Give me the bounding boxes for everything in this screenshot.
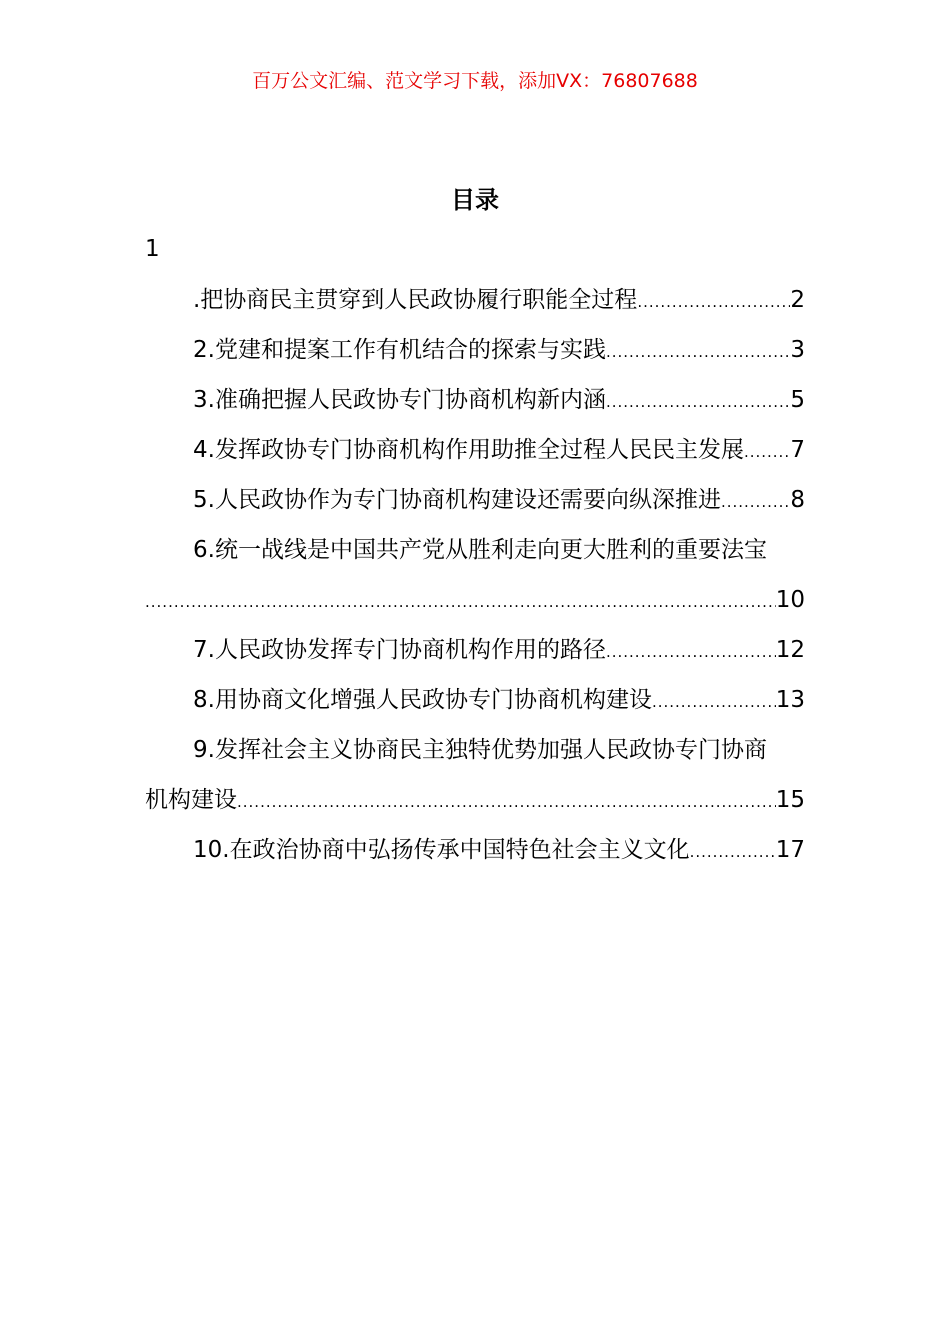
toc-entry[interactable] — [145, 280, 805, 330]
toc-dot-leader — [690, 832, 776, 872]
toc-entry-title: 10.在政治协商中弘扬传承中国特色社会主义文化 — [193, 837, 690, 863]
toc-entry-title: 6.统一战线是中国共产党从胜利走向更大胜利的重要法宝 — [193, 537, 767, 563]
toc-dot-leader — [606, 332, 790, 372]
toc-entry[interactable] — [145, 680, 805, 730]
toc-entry-page: 17 — [775, 837, 805, 863]
toc-entry-line1[interactable] — [145, 730, 805, 780]
toc-dot-leader — [606, 632, 776, 672]
toc-entry-title: 2.党建和提案工作有机结合的探索与实践 — [193, 337, 606, 363]
table-of-contents — [145, 280, 805, 880]
toc-entry[interactable] — [145, 830, 805, 880]
toc-dot-leader — [744, 432, 790, 472]
toc-entry-line2[interactable] — [145, 780, 805, 830]
toc-entry-page: 8 — [790, 487, 805, 513]
toc-entry-title: 9.发挥社会主义协商民主独特优势加强人民政协专门协商 — [193, 737, 767, 763]
toc-entry-page: 7 — [790, 437, 805, 463]
toc-entry-title: 3.准确把握人民政协专门协商机构新内涵 — [193, 387, 606, 413]
toc-entry-title: .把协商民主贯穿到人民政协履行职能全过程 — [193, 287, 638, 313]
toc-entry-page: 2 — [790, 287, 805, 313]
toc-entry[interactable] — [145, 380, 805, 430]
toc-entry-page: 15 — [775, 787, 805, 813]
toc-entry-title: 5.人民政协作为专门协商机构建设还需要向纵深推进 — [193, 487, 721, 513]
toc-entry-line1[interactable] — [145, 530, 805, 580]
toc-entry-page: 13 — [775, 687, 805, 713]
toc-entry[interactable] — [145, 430, 805, 480]
toc-title: 目录 — [451, 186, 499, 214]
toc-entry-page: 12 — [775, 637, 805, 663]
toc-entry-page: 5 — [790, 387, 805, 413]
toc-dot-leader — [145, 582, 776, 622]
toc-entry-title: 7.人民政协发挥专门协商机构作用的路径 — [193, 637, 606, 663]
toc-entry[interactable] — [145, 480, 805, 530]
header-note: 百万公文汇编、范文学习下载，添加VX：76807688 — [252, 70, 698, 92]
toc-entry-title: 4.发挥政协专门协商机构作用助推全过程人民民主发展 — [193, 437, 744, 463]
toc-dot-leader — [637, 282, 790, 322]
toc-dot-leader — [652, 682, 776, 722]
toc-dot-leader — [721, 482, 790, 522]
toc-entry-title: 8.用协商文化增强人民政协专门协商机构建设 — [193, 687, 652, 713]
toc-entry-page: 3 — [790, 337, 805, 363]
toc-entry[interactable] — [145, 330, 805, 380]
toc-dot-leader — [606, 382, 790, 422]
toc-dot-leader — [237, 782, 776, 822]
toc-entry-line2[interactable] — [145, 580, 805, 630]
toc-entry-page: 10 — [775, 587, 805, 613]
toc-first-number: 1 — [145, 236, 160, 262]
toc-entry[interactable] — [145, 630, 805, 680]
toc-entry-title-continued: 机构建设 — [145, 787, 237, 813]
